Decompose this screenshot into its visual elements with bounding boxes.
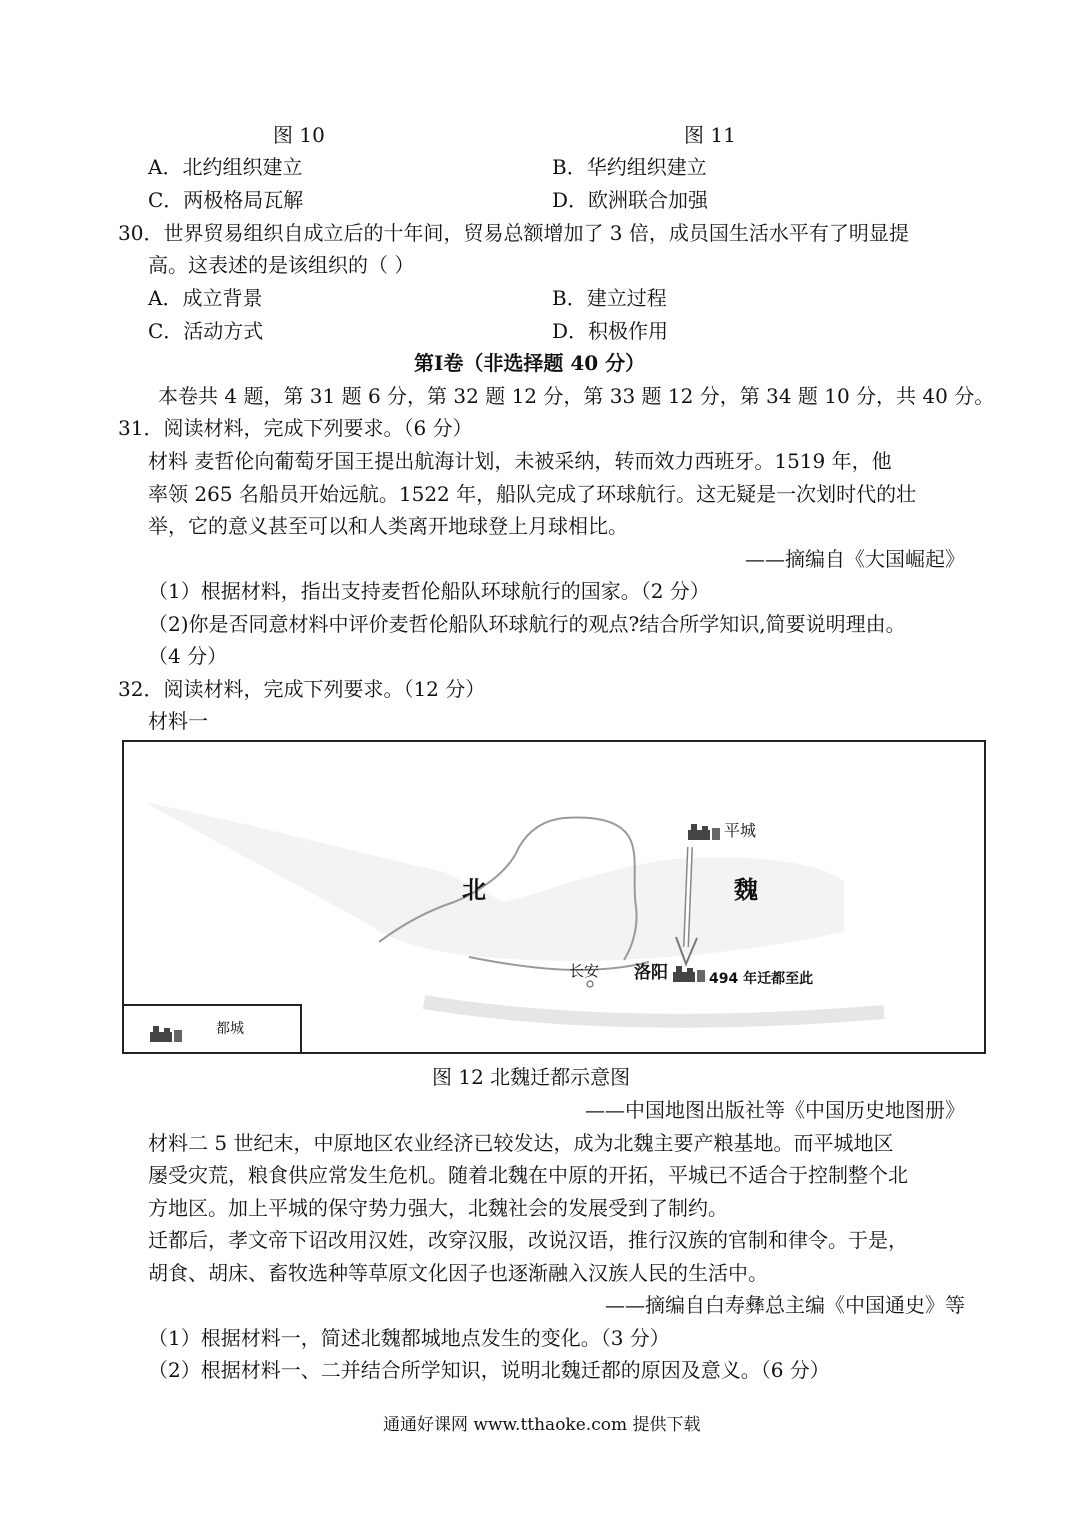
q31-subquestion-2-points: （4 分） [148,644,228,668]
northern-wei-capital-map [122,740,986,1054]
q32-material-1-label: 材料一 [148,709,208,733]
q32-material-2-line3: 方地区。加上平城的保守势力强大，北魏社会的发展受到了制约。 [148,1196,728,1220]
q30-stem-line1: 30．世界贸易组织自成立后的十年间，贸易总额增加了 3 倍，成员国生活水平有了明显提 [118,221,909,245]
figure-10-label: 图 10 [273,123,325,147]
region-label-bei: 北 [462,876,486,904]
q32-subquestion-2: （2）根据材料一、二并结合所学知识，说明北魏迁都的原因及意义。（6 分） [148,1358,830,1382]
q32-material-2-line2: 屡受灾荒，粮食供应常发生危机。随着北魏在中原的开拓，平城已不适合于控制整个北 [148,1163,908,1187]
map-legend [124,1004,302,1052]
relocation-note: 494 年迁都至此 [709,971,814,987]
region-label-wei: 魏 [734,876,758,904]
capital-icon-luoyang [673,966,705,982]
map-source: ——中国地图出版社等《中国历史地图册》 [585,1098,965,1122]
q31-material-line3: 举，它的意义甚至可以和人类离开地球登上月球相比。 [148,514,628,538]
q32-material-2-line5: 胡食、胡床、畜牧选种等草原文化因子也逐渐融入汉族人民的生活中。 [148,1261,768,1285]
q30-option-d: D．积极作用 [552,319,669,343]
section-title: 第Ⅰ卷（非选择题 40 分） [414,351,646,375]
q30-option-c: C．活动方式 [148,319,264,343]
q31-material-line1: 材料 麦哲伦向葡萄牙国王提出航海计划，未被采纳，转而效力西班牙。1519 年，他 [148,449,892,473]
q32-heading: 32．阅读材料，完成下列要求。（12 分） [118,677,486,701]
page-footer: 通通好课网 www.tthaoke.com 提供下载 [383,1415,701,1435]
q32-material-2-line4: 迁都后，孝文帝下诏改用汉姓，改穿汉服，改说汉语，推行汉族的官制和律令。于是， [148,1228,908,1252]
map-southern-shade [424,1002,884,1021]
q31-material-line2: 率领 265 名船员开始远航。1522 年，船队完成了环球航行。这无疑是一次划时代的壮 [148,482,917,506]
capital-icon-pingcheng [688,824,720,840]
q32-material-2-source: ——摘编自白寿彝总主编《中国通史》等 [605,1293,965,1317]
q29-option-a: A．北约组织建立 [148,155,303,179]
q30-option-b: B．建立过程 [552,286,667,310]
q29-option-c: C．两极格局瓦解 [148,188,304,212]
legend-capital-label: 都城 [216,1021,244,1037]
q29-option-d: D．欧洲联合加强 [552,188,709,212]
q31-subquestion-1: （1）根据材料，指出支持麦哲伦船队环球航行的国家。（2 分） [148,579,710,603]
q31-subquestion-2: （2)你是否同意材料中评价麦哲伦船队环球航行的观点?结合所学知识,简要说明理由。 [148,612,906,636]
pingcheng-label: 平城 [724,821,757,840]
q31-heading: 31．阅读材料，完成下列要求。（6 分） [118,416,473,440]
q29-option-b: B．华约组织建立 [552,155,707,179]
q30-stem-line2: 高。这表述的是该组织的（ ） [148,253,415,277]
q31-source: ——摘编自《大国崛起》 [745,547,965,571]
figure-11-label: 图 11 [684,123,736,147]
q32-material-2-line1: 材料二 5 世纪末，中原地区农业经济已较发达，成为北魏主要产粮基地。而平城地区 [148,1131,894,1155]
q32-subquestion-1: （1）根据材料一，简述北魏都城地点发生的变化。（3 分） [148,1326,670,1350]
changan-dot [587,981,593,987]
q30-option-a: A．成立背景 [148,286,263,310]
section-description: 本卷共 4 题，第 31 题 6 分，第 32 题 12 分，第 33 题 12 分，第 34 题 10 分，共 40 分。 [158,384,995,408]
figure-12-caption: 图 12 北魏迁都示意图 [432,1065,631,1089]
changan-label: 长安 [569,962,600,980]
luoyang-label: 洛阳 [634,963,668,983]
